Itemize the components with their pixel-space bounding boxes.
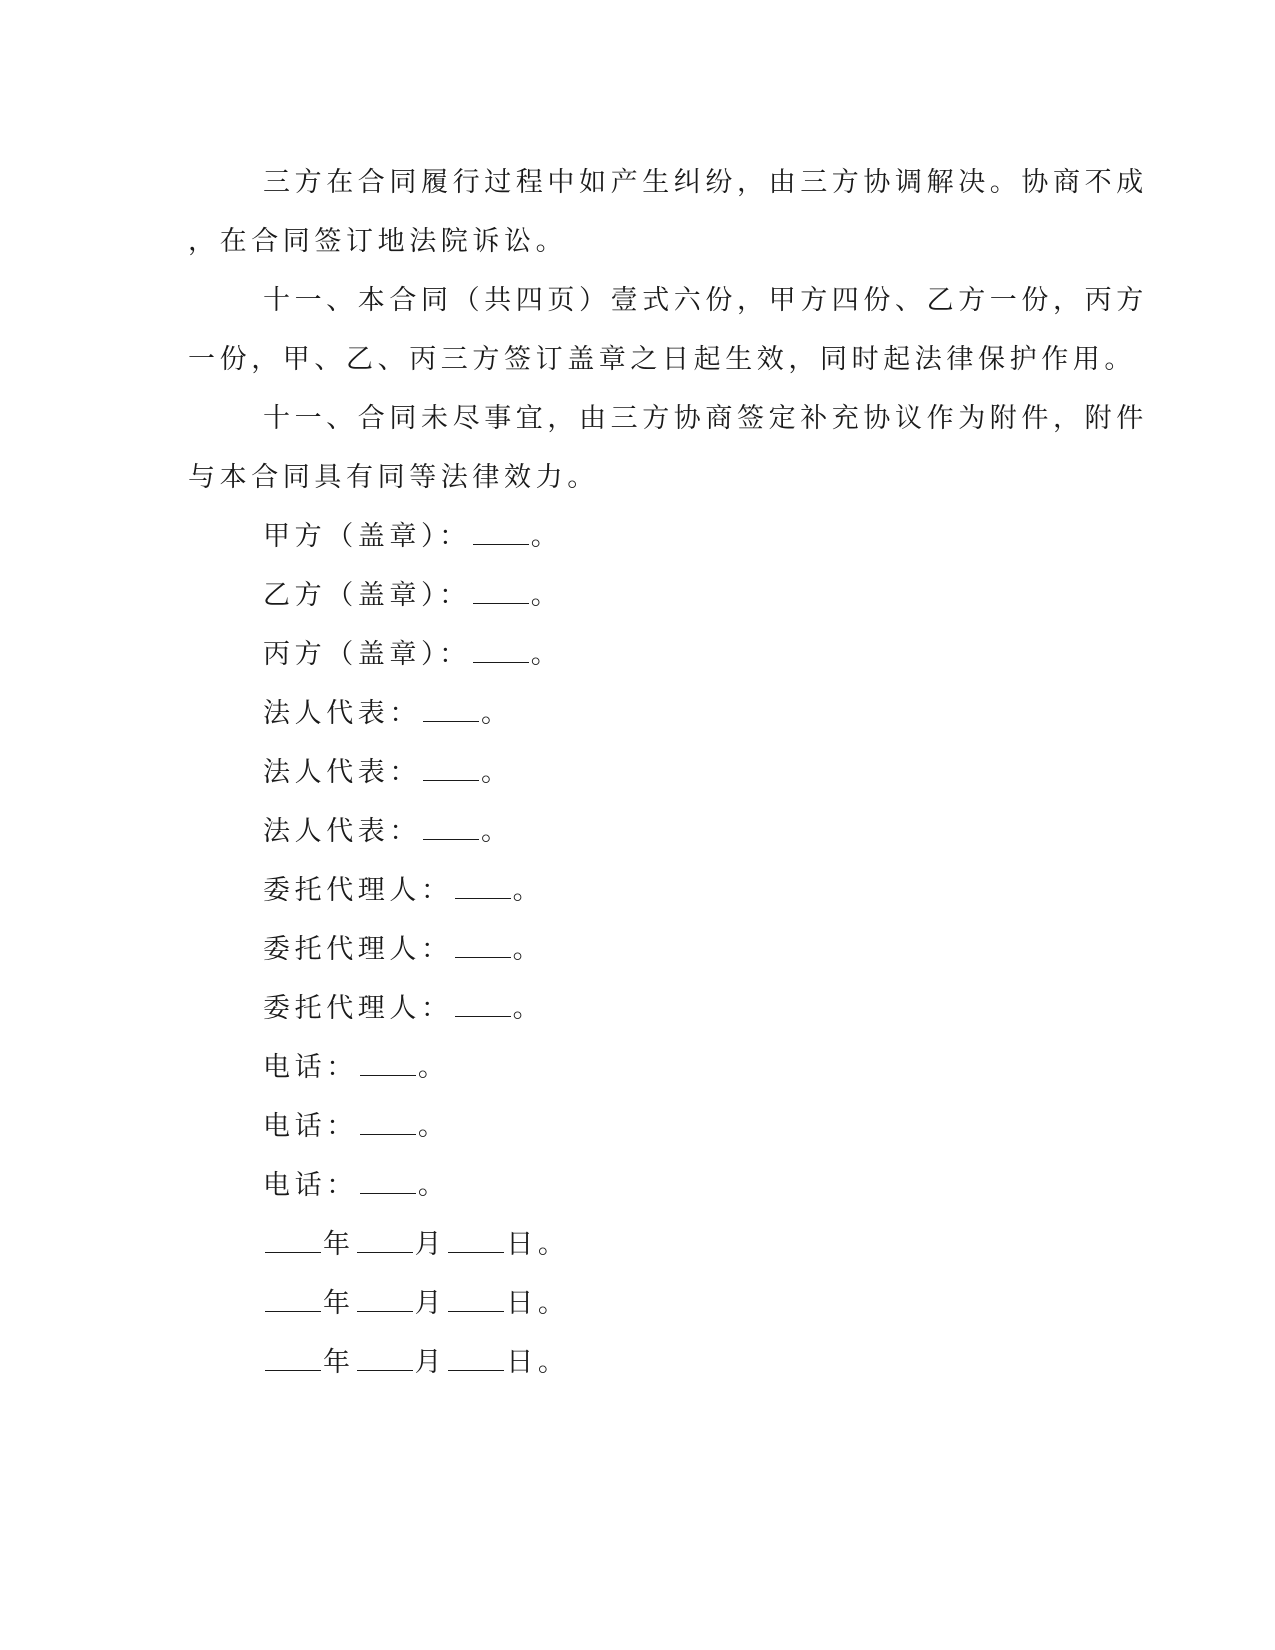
end-mark: 。 xyxy=(481,757,513,788)
dispute-clause-line-2: ，在合同签订地法院诉讼。 xyxy=(188,226,568,257)
agent-blank[interactable] xyxy=(455,933,511,958)
end-mark: 。 xyxy=(417,1052,450,1083)
phone-label: 电话： xyxy=(263,1170,358,1201)
end-mark: 。 xyxy=(417,1170,450,1201)
agent-row-2 xyxy=(263,933,544,967)
legal-rep-row-2 xyxy=(263,756,513,790)
day-blank[interactable] xyxy=(448,1287,504,1312)
month-blank[interactable] xyxy=(357,1228,413,1253)
month-blank[interactable] xyxy=(357,1346,413,1371)
supplement-clause-line-2: 与本合同具有同等法律效力。 xyxy=(188,462,599,493)
agent-blank[interactable] xyxy=(455,874,511,899)
end-mark: 。 xyxy=(512,993,545,1024)
day-label: 日 xyxy=(506,1229,538,1260)
party-b-seal-blank[interactable] xyxy=(473,579,529,604)
phone-row-3 xyxy=(263,1169,449,1203)
agent-label: 委托代理人： xyxy=(263,993,453,1024)
end-mark: 。 xyxy=(530,639,563,670)
end-mark: 。 xyxy=(512,934,545,965)
phone-label: 电话： xyxy=(263,1111,358,1142)
year-blank[interactable] xyxy=(265,1346,321,1371)
phone-row-1 xyxy=(263,1051,449,1085)
agent-blank[interactable] xyxy=(455,992,511,1017)
end-mark: 。 xyxy=(481,816,513,847)
legal-rep-label: 法人代表： xyxy=(263,757,421,788)
party-c-seal-blank[interactable] xyxy=(473,638,529,663)
legal-rep-row-3 xyxy=(263,815,513,849)
party-b-seal-row xyxy=(263,579,562,613)
agent-label: 委托代理人： xyxy=(263,875,453,906)
dispute-clause-line-1: 三方在合同履行过程中如产生纠纷，由三方协调解决。协商不成 xyxy=(263,167,1148,198)
phone-label: 电话： xyxy=(263,1052,358,1083)
year-label: 年 xyxy=(323,1229,355,1260)
supplement-clause-line-1: 十一、合同未尽事宜，由三方协商签定补充协议作为附件，附件 xyxy=(263,403,1148,434)
party-b-seal-label: 乙方（盖章）： xyxy=(263,580,471,611)
legal-rep-blank[interactable] xyxy=(423,697,479,722)
day-label: 日 xyxy=(506,1347,538,1378)
end-mark: 。 xyxy=(537,1229,570,1260)
end-mark: 。 xyxy=(530,521,563,552)
day-blank[interactable] xyxy=(448,1346,504,1371)
month-label: 月 xyxy=(414,1288,447,1319)
year-blank[interactable] xyxy=(265,1228,321,1253)
legal-rep-blank[interactable] xyxy=(423,756,479,781)
phone-blank[interactable] xyxy=(360,1110,416,1135)
agent-label: 委托代理人： xyxy=(263,934,453,965)
month-label: 月 xyxy=(414,1229,447,1260)
agent-row-3 xyxy=(263,992,544,1026)
end-mark: 。 xyxy=(481,698,513,729)
party-a-seal-blank[interactable] xyxy=(473,520,529,545)
year-label: 年 xyxy=(323,1288,355,1319)
legal-rep-label: 法人代表： xyxy=(263,698,421,729)
phone-blank[interactable] xyxy=(360,1169,416,1194)
legal-rep-label: 法人代表： xyxy=(263,816,421,847)
phone-blank[interactable] xyxy=(360,1051,416,1076)
party-a-seal-row xyxy=(263,520,562,554)
copies-clause-line-2: 一份，甲、乙、丙三方签订盖章之日起生效，同时起法律保护作用。 xyxy=(188,344,1136,375)
end-mark: 。 xyxy=(537,1288,570,1319)
legal-rep-blank[interactable] xyxy=(423,815,479,840)
party-c-seal-row xyxy=(263,638,562,672)
day-label: 日 xyxy=(506,1288,538,1319)
year-label: 年 xyxy=(323,1347,355,1378)
date-row-2 xyxy=(263,1287,569,1321)
day-blank[interactable] xyxy=(448,1228,504,1253)
date-row-3 xyxy=(263,1346,569,1380)
end-mark: 。 xyxy=(537,1347,570,1378)
year-blank[interactable] xyxy=(265,1287,321,1312)
end-mark: 。 xyxy=(530,580,563,611)
party-a-seal-label: 甲方（盖章）： xyxy=(263,521,471,552)
month-label: 月 xyxy=(414,1347,447,1378)
legal-rep-row-1 xyxy=(263,697,513,731)
date-row-1 xyxy=(263,1228,569,1262)
end-mark: 。 xyxy=(512,875,545,906)
phone-row-2 xyxy=(263,1110,449,1144)
party-c-seal-label: 丙方（盖章）： xyxy=(263,639,471,670)
month-blank[interactable] xyxy=(357,1287,413,1312)
end-mark: 。 xyxy=(417,1111,450,1142)
agent-row-1 xyxy=(263,874,544,908)
copies-clause-line-1: 十一、本合同（共四页）壹式六份，甲方四份、乙方一份，丙方 xyxy=(263,285,1148,316)
